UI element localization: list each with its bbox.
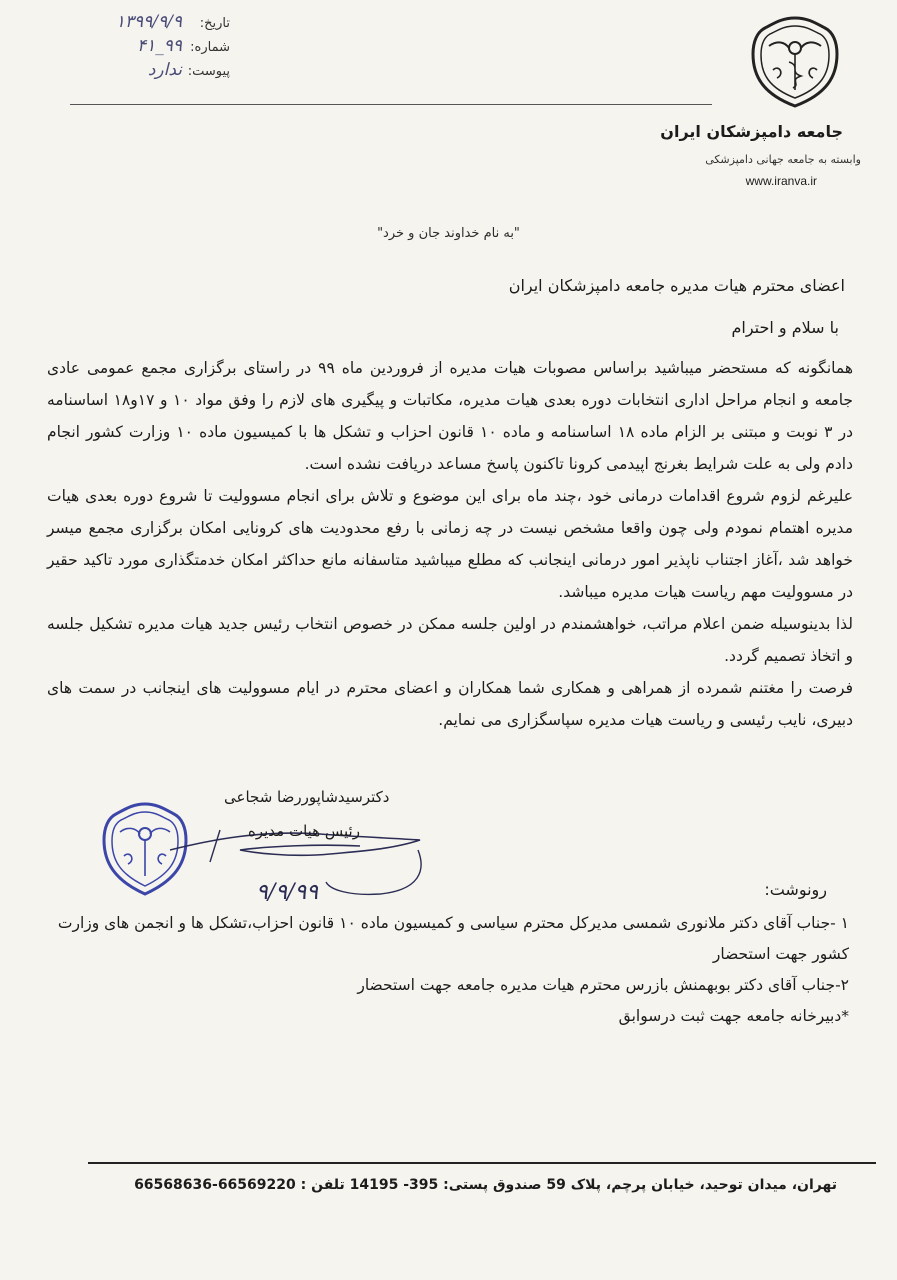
meta-date-value: ۱۳۹۹/۹/۹ [115, 12, 182, 32]
recipient: اعضای محترم هیات مدیره جامعه دامپزشکان ایران [508, 276, 845, 295]
signature-date: ۹/۹/۹۹ [256, 880, 319, 905]
footer-divider [88, 1162, 876, 1164]
meta-number-value: ۹۹_۴۱ [136, 36, 182, 56]
greeting: با سلام و احترام [731, 318, 839, 337]
body-paragraph: فرصت را مغتنم شمرده از همراهی و همکاری شما همکاران و اعضای محترم در ایام مسوولیت های اینجانب در سمت های دبیری، نایب رئیسی و ریاست هیات مدیره سپاسگزاری می نمایم. [47, 679, 853, 729]
letter-body [47, 352, 853, 736]
meta-date-label: تاریخ: [199, 16, 230, 31]
cc-item: ۲-جناب آقای دکتر بوبهمنش بازرس محترم هیات مدیره جامعه جهت استحضار [357, 976, 849, 994]
meta-date-row [70, 12, 230, 36]
cc-heading: رونوشت: [764, 880, 827, 899]
body-paragraph: علیرغم لزوم شروع اقدامات درمانی خود ،چند ماه برای این موضوع و تلاش برای انجام مسوولیت تا شروع دوره بعدی هیات مدیره اهتمام نمودم ولی چون واقعا مشخص نیست در چه زمانی با رفع محدودیت های کرونایی امکان برگزاری مجمع میسر خواهد شد ،آغاز اجتناب ناپذیر امور درمانی اینجانب که مطلع میباشید متاسفانه مانع حداکثر امکان خدمتگذاری مورد تاکید حقیر در مسوولیت مهم ریاست هیات مدیره میباشد. [47, 487, 853, 601]
body-paragraph: لذا بدینوسیله ضمن اعلام مراتب، خواهشمندم در اولین جلسه ممکن در خصوص انتخاب رئیس جدید هیات مدیره تشکیل جلسه و اتخاذ تصمیم گردد. [47, 615, 853, 665]
signer-name: دکترسیدشاپوررضا شجاعی [224, 788, 390, 806]
cc-list [43, 908, 849, 1032]
meta-attachment-label: پیوست: [187, 64, 230, 79]
body-paragraph: همانگونه که مستحضر میباشید براساس مصوبات هیات مدیره از فروردین ماه ۹۹ در راستای برگزاری مجمع عمومی عادی جامعه و انجام مراحل اداری انتخابات دوره بعدی هیات مدیره، مکاتبات و پیگیری های لازم را وفق مواد ۱۰ و ۱۷و۱۸ اساسنامه در ۳ نوبت و مبتنی بر الزام ماده ۱۸ اساسنامه و ماده ۱۰ قانون احزاب و تشکل ها با کمیسیون ماده ۱۰ وزارت کشور انجام دادم ولی به علت شرایط بغرنج اپیدمی کرونا تاکنون پاسخ مساعد دریافت نشده است. [47, 359, 853, 473]
footer-address: تهران، میدان توحید، خیابان پرچم، پلاک 59 صندوق پستی: 395- 14195 تلفن : 66569220-66568636 [134, 1177, 837, 1193]
org-name: جامعه دامپزشکان ایران [660, 122, 843, 141]
meta-number-label: شماره: [190, 40, 230, 55]
letter-meta [70, 12, 230, 84]
signer-title: رئیس هیات مدیره [248, 822, 360, 840]
meta-number-row [70, 36, 230, 60]
meta-attachment-row [70, 60, 230, 84]
cc-item: *دبیرخانه جامعه جهت ثبت درسوابق [618, 1007, 849, 1025]
org-website: www.iranva.ir [745, 174, 817, 188]
org-affiliation: وابسته به جامعه جهانی دامپزشکی [705, 153, 861, 166]
header-divider [70, 104, 712, 105]
association-logo-icon [747, 14, 843, 110]
meta-attachment-value: ندارد [147, 60, 182, 80]
cc-item: ۱ -جناب آقای دکتر ملانوری شمسی مدیرکل محترم سیاسی و کمیسیون ماده ۱۰ قانون احزاب،تشکل ها و انجمن های وزارت کشور جهت استحضار [57, 914, 849, 963]
invocation: "به نام خداوند جان و خرد" [377, 226, 520, 241]
